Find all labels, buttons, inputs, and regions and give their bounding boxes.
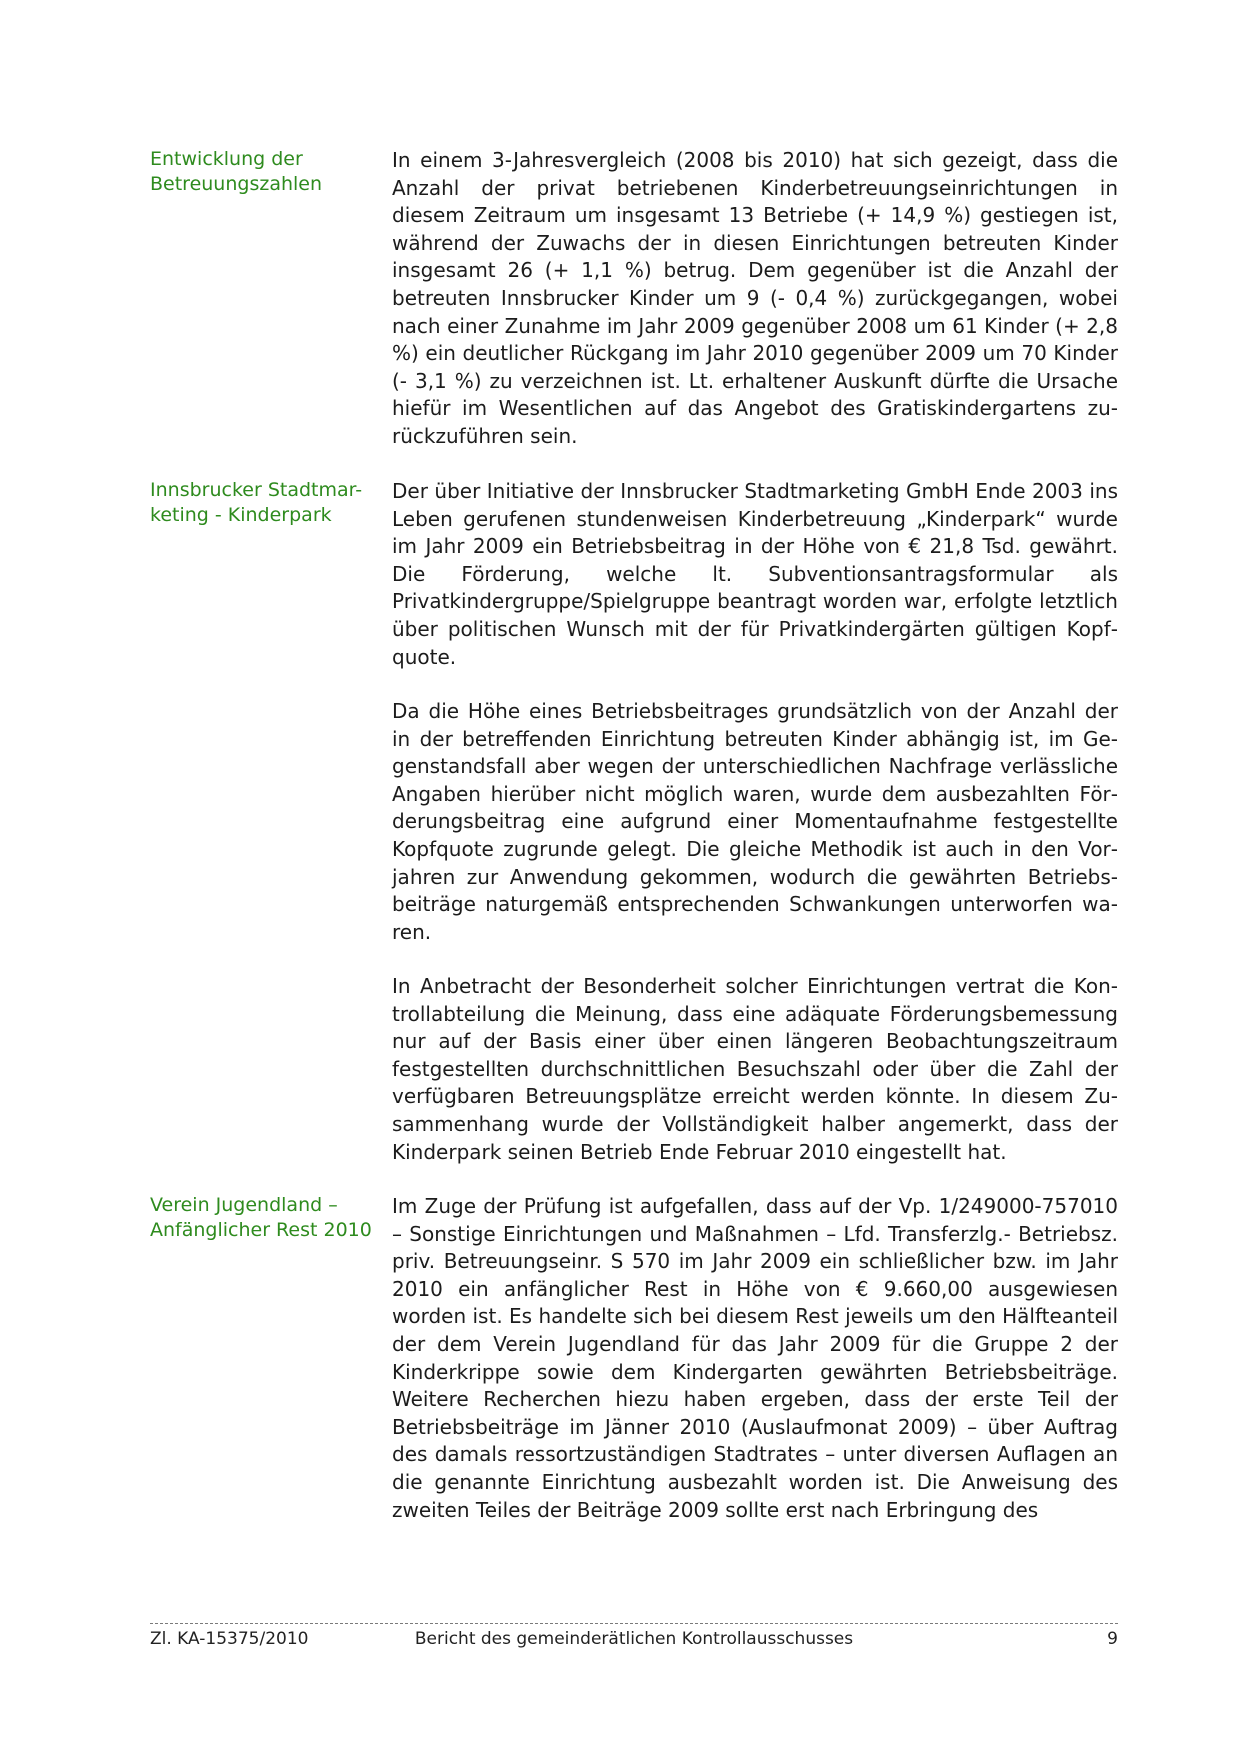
page-footer [150, 1623, 1118, 1658]
document-reference: Zl. KA-15375/2010 [150, 1629, 309, 1649]
side-heading: Entwicklung der Betreuungszahlen [150, 148, 323, 195]
report-title: Bericht des gemeinderätlichen Kontrollausschusses [414, 1629, 854, 1649]
side-heading: Verein Jugendland – Anfänglicher Rest 2010 [150, 1194, 372, 1241]
body-paragraph: Im Zuge der Prüfung ist aufgefallen, dass auf der Vp. 1/249000-757010 – Sonstige Einrichtungen und Maßnahmen – Lfd. Transferzlg.- Betriebsz. priv. Betreuungseinr. S 570 im Jahr 2009 ein schließlicher bzw. im Jahr 2010 ein anfänglicher Rest in Höhe von € 9.660,00 ausgewiesen worden ist. Es handelte sich bei diesem Rest jeweils um den Hälfteanteil der dem Verein Jugendland für das Jahr 2009 für die Gruppe 2 der Kinderkrippe sowie dem Kindergarten gewährten Betriebsbeiträge. Weitere Recherchen hiezu haben ergeben, dass der erste Teil der Betriebsbeiträge im Jänner 2010 (Auslaufmonat 2009) – über Auftrag des damals ressortzuständigen Stadtrates – unter diversen Auflagen an die genannte Einrichtung ausbezahlt worden ist. Die Anweisung des zweiten Teiles der Beiträge 2009 sollte erst nach Erbringung des [392, 1194, 1118, 1522]
body-paragraph: In Anbetracht der Besonderheit solcher Einrichtungen vertrat die Kontrollabteilung die Meinung, dass eine adäquate Förderungsbemessung nur auf der Basis einer über einen längeren Beobachtungszeitraum festgestellten durchschnittlichen Besuchszahl oder über die Zahl der verfügbaren Betreuungsplätze erreicht werden könnte. In diesem Zusammenhang wurde der Vollständigkeit halber angemerkt, dass der Kinderpark seinen Betrieb Ende Februar 2010 eingestellt hat. [392, 974, 1118, 1164]
body-paragraph: Der über Initiative der Innsbrucker Stadtmarketing GmbH Ende 2003 ins Leben gerufenen stundenweisen Kinderbetreuung „Kinderpark“ wurde im Jahr 2009 ein Betriebsbeitrag in der Höhe von € 21,8 Tsd. gewährt. Die Förderung, welche lt. Subventionsantragsformular als Privatkindergruppe/Spielgruppe beantragt worden war, erfolgte letztlich über politischen Wunsch mit der für Privatkindergärten gültigen Kopfquote. [392, 479, 1118, 669]
body-paragraph: In einem 3-Jahresvergleich (2008 bis 2010) hat sich gezeigt, dass die Anzahl der privat betriebenen Kinderbetreuungseinrichtungen in diesem Zeitraum um insgesamt 13 Betriebe (+ 14,9 %) gestiegen ist, während der Zuwachs der in diesen Einrichtungen betreuten Kinder insgesamt 26 (+ 1,1 %) betrug. Dem gegenüber ist die Anzahl der betreuten Innsbrucker Kinder um 9 (- 0,4 %) zurückgegangen, wobei nach einer Zunahme im Jahr 2009 gegenüber 2008 um 61 Kinder (+ 2,8 %) ein deutlicher Rückgang im Jahr 2010 gegenüber 2009 um 70 Kinder (- 3,1 %) zu verzeichnen ist. Lt. erhaltener Auskunft dürfte die Ursache hiefür im Wesentlichen auf das Angebot des Gratiskindergartens zurückzuführen sein. [392, 148, 1118, 448]
page-number: 9 [1107, 1629, 1118, 1649]
side-heading: Innsbrucker Stadtmar- keting - Kinderpark [150, 479, 363, 526]
body-paragraph: Da die Höhe eines Betriebsbeitrages grundsätzlich von der Anzahl der in der betreffenden Einrichtung betreuten Kinder abhängig ist, im Gegenstandsfall aber wegen der unterschiedlichen Nachfrage verlässliche Angaben hierüber nicht möglich waren, wurde dem ausbezahlten Förderungsbeitrag eine aufgrund einer Momentaufnahme festgestellte Kopfquote zugrunde gelegt. Die gleiche Methodik ist auch in den Vorjahren zur Anwendung gekommen, wodurch die gewährten Betriebsbeiträge naturgemäß entsprechenden Schwankungen unterworfen waren. [392, 699, 1118, 944]
